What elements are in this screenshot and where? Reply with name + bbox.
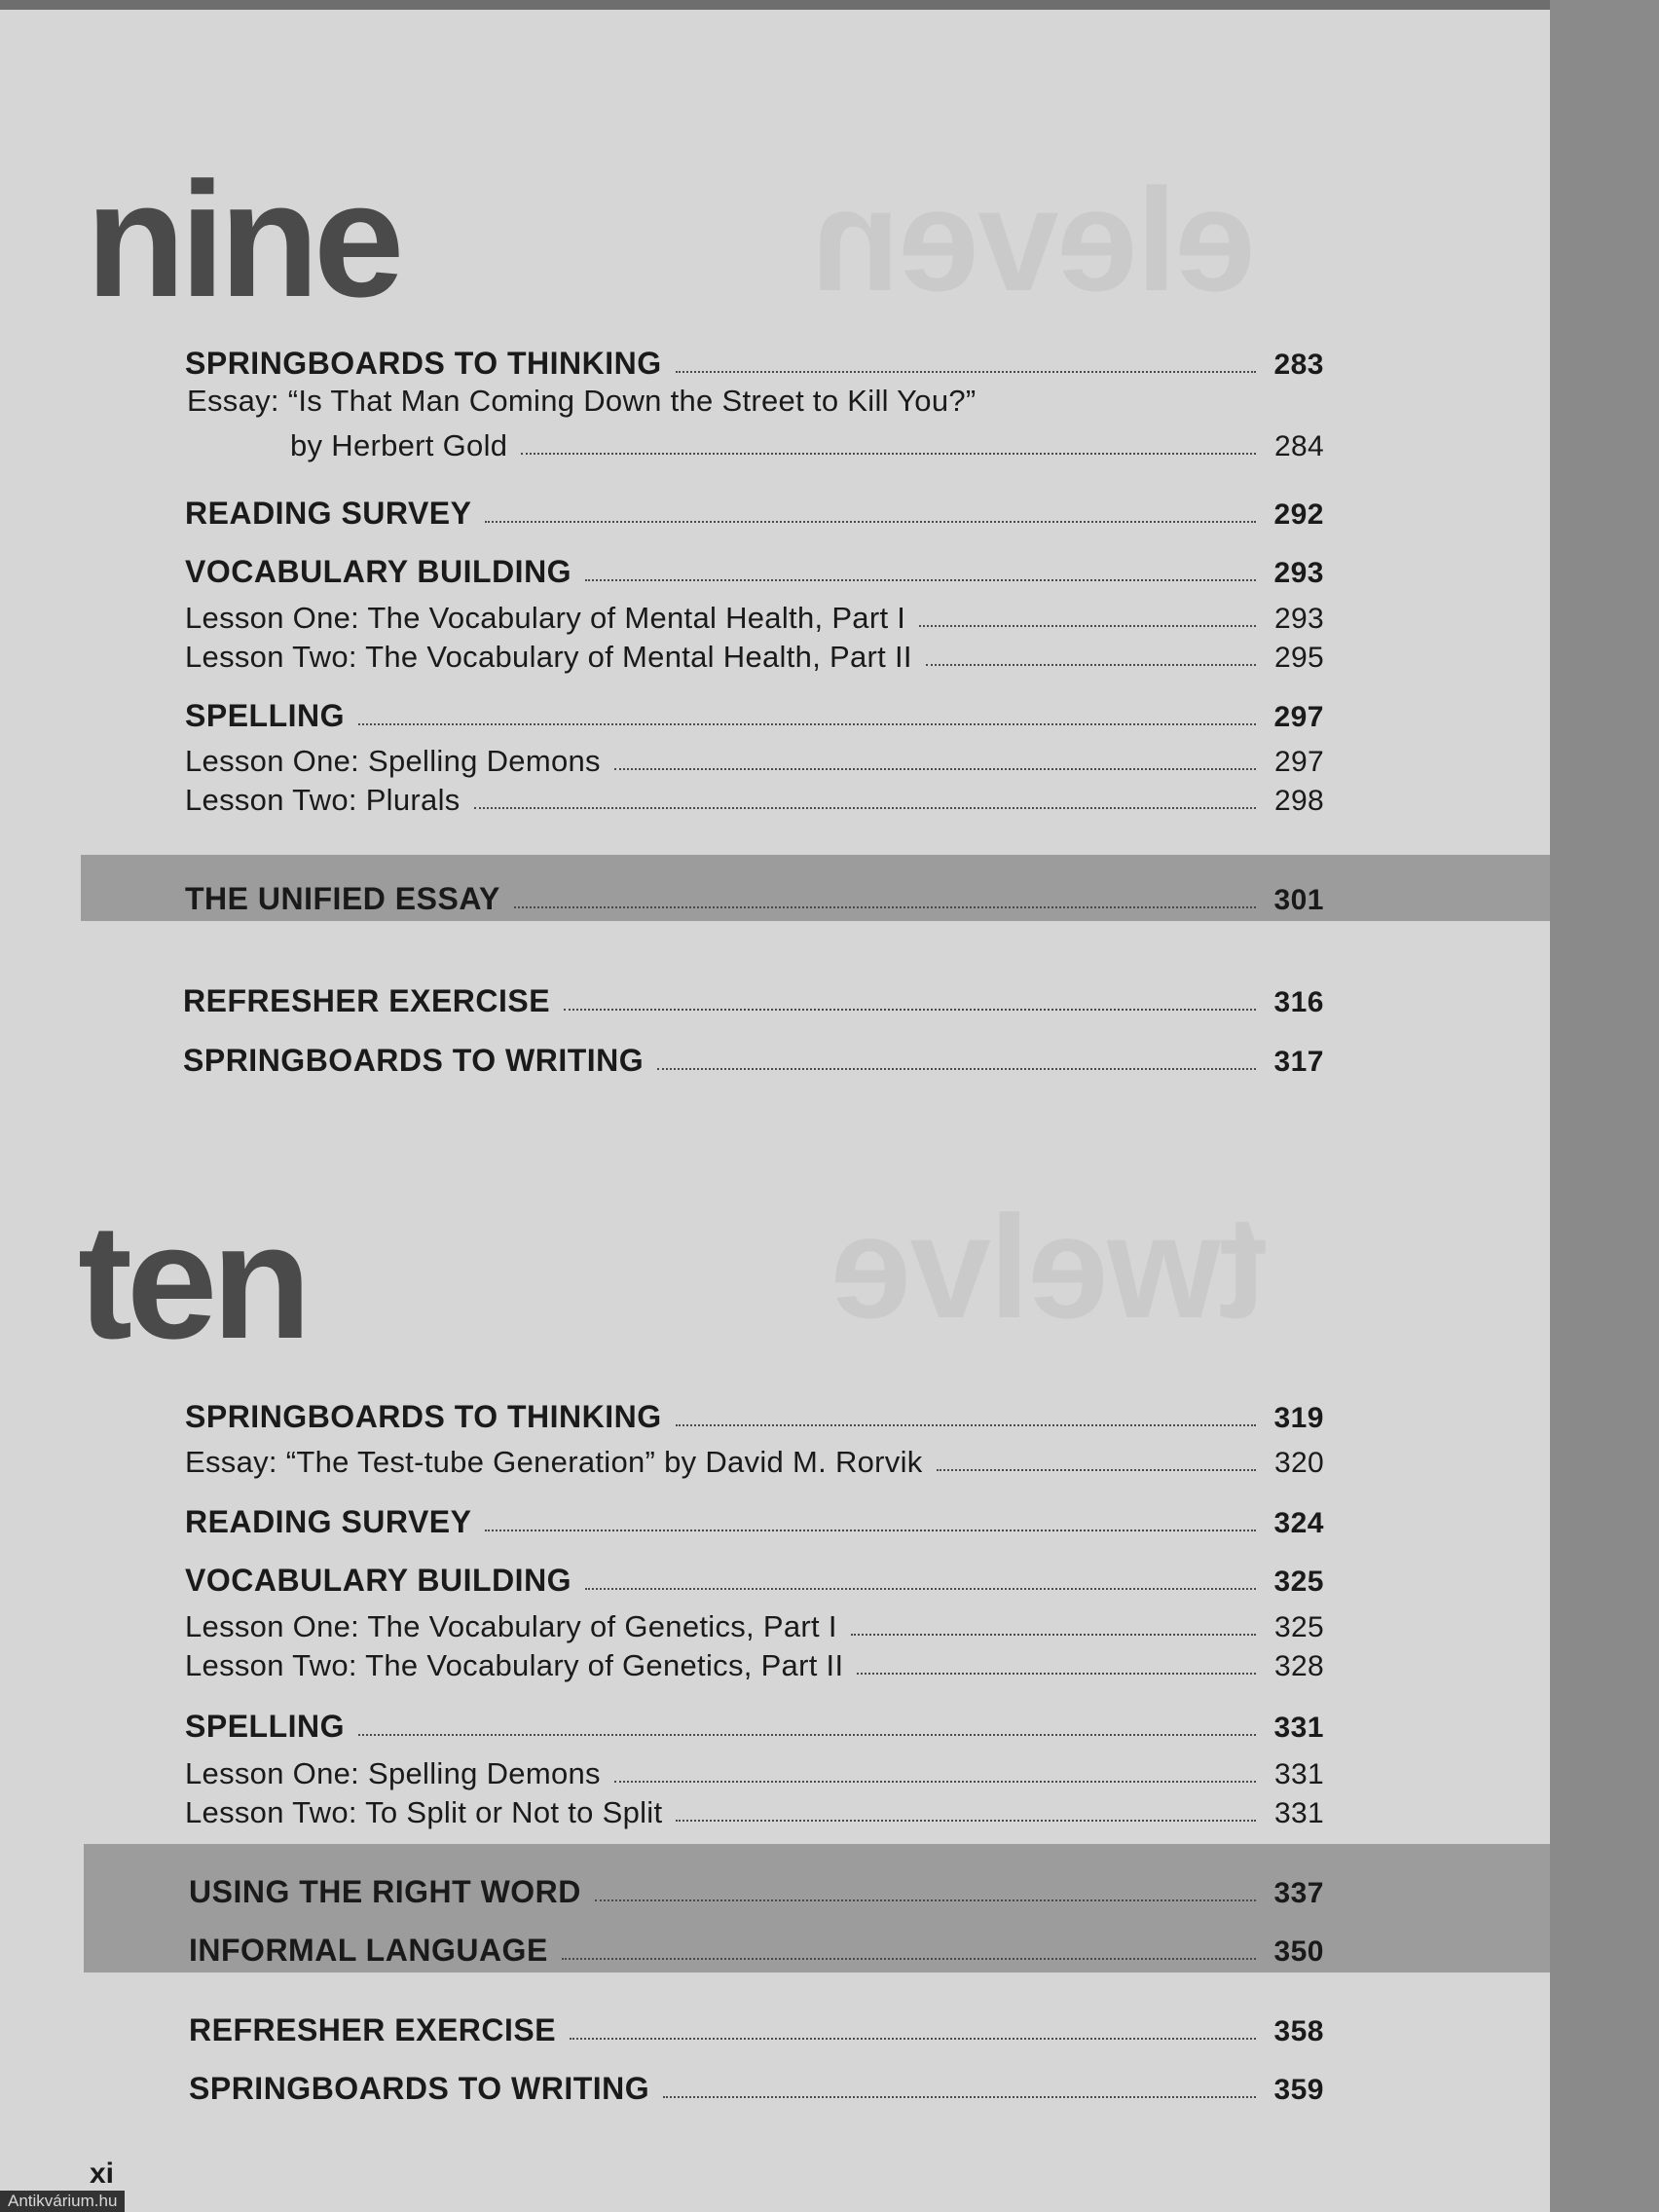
toc-entry-title: USING THE RIGHT WORD — [189, 1874, 581, 1909]
toc-entry — [185, 547, 1324, 590]
toc-page-number: 320 — [1274, 1447, 1324, 1479]
dot-leader — [562, 1958, 1256, 1960]
dot-leader — [585, 579, 1256, 581]
dot-leader — [521, 453, 1256, 455]
toc-page-number: 325 — [1273, 1566, 1324, 1598]
dot-leader — [663, 2096, 1256, 2098]
toc-entry-title: THE UNIFIED ESSAY — [185, 881, 500, 916]
toc-entry-title: SPRINGBOARDS TO THINKING — [185, 1399, 662, 1434]
toc-entry-title: READING SURVEY — [185, 496, 472, 531]
toc-page-number: 331 — [1274, 1758, 1324, 1790]
toc-entry — [189, 1867, 1324, 1910]
toc-entry — [185, 339, 1324, 382]
toc-page-number: 293 — [1273, 557, 1324, 589]
toc-entry-title: Lesson Two: To Split or Not to Split — [185, 1795, 663, 1829]
toc-page-number: 319 — [1273, 1402, 1324, 1434]
chapter-heading-nine: nine — [86, 148, 399, 331]
toc-page-number: 359 — [1273, 2074, 1324, 2106]
toc-entry — [185, 691, 1324, 734]
toc-entry-title: VOCABULARY BUILDING — [185, 554, 572, 589]
book-page — [0, 10, 1550, 2212]
toc-entry — [185, 1556, 1324, 1599]
toc-entry-title: SPRINGBOARDS TO THINKING — [185, 346, 662, 381]
toc-entry-title: VOCABULARY BUILDING — [185, 1563, 572, 1598]
toc-page-number: 331 — [1273, 1712, 1324, 1744]
dot-leader — [485, 521, 1256, 523]
toc-page-number: 358 — [1273, 2015, 1324, 2047]
show-through-word: eleven — [813, 158, 1256, 321]
toc-entry-title: Lesson Two: Plurals — [185, 783, 461, 817]
dot-leader — [474, 807, 1256, 809]
toc-entry — [185, 1497, 1324, 1540]
toc-page-number: 316 — [1273, 986, 1324, 1018]
dot-leader — [614, 768, 1256, 770]
dot-leader — [485, 1530, 1256, 1531]
dot-leader — [585, 1588, 1256, 1590]
dot-leader — [514, 906, 1256, 908]
dot-leader — [358, 723, 1256, 725]
toc-page-number: 297 — [1274, 746, 1324, 778]
next-page-edge — [1550, 0, 1659, 2212]
toc-page-number: 292 — [1273, 498, 1324, 531]
toc-entry — [189, 2006, 1324, 2048]
toc-page-number: 328 — [1274, 1650, 1324, 1682]
toc-page-number: 284 — [1274, 430, 1324, 462]
toc-page-number: 293 — [1274, 603, 1324, 635]
toc-entry-title: Lesson One: Spelling Demons — [185, 1756, 601, 1790]
toc-entry-title: INFORMAL LANGUAGE — [189, 1933, 548, 1968]
toc-entry — [185, 1788, 1324, 1830]
toc-entry — [189, 1926, 1324, 1969]
dot-leader — [676, 1424, 1256, 1426]
toc-entry-title: Lesson One: Spelling Demons — [185, 744, 601, 778]
toc-entry — [290, 421, 1324, 463]
dot-leader — [657, 1068, 1256, 1070]
toc-entry — [189, 2064, 1324, 2107]
dot-leader — [926, 664, 1256, 666]
dot-leader — [676, 1820, 1256, 1822]
toc-page-number: 283 — [1273, 349, 1324, 381]
toc-entry — [185, 1749, 1324, 1791]
toc-page-number: 337 — [1273, 1877, 1324, 1909]
toc-page-number: 350 — [1273, 1936, 1324, 1968]
toc-entry — [185, 775, 1324, 818]
toc-entry — [183, 977, 1324, 1019]
toc-entry — [185, 1392, 1324, 1435]
toc-entry-title: by Herbert Gold — [290, 428, 508, 462]
toc-entry-title: Essay: “The Test-tube Generation” by David M. Rorvik — [185, 1445, 923, 1479]
toc-page-number: 324 — [1273, 1507, 1324, 1539]
toc-entry-title: Lesson One: The Vocabulary of Genetics, Part I — [185, 1609, 837, 1643]
toc-entry-title: SPRINGBOARDS TO WRITING — [183, 1043, 645, 1078]
toc-entry-title: Lesson Two: The Vocabulary of Genetics, Part II — [185, 1648, 844, 1682]
toc-entry-title: SPELLING — [185, 698, 346, 733]
toc-entry-title: SPELLING — [185, 1709, 346, 1744]
toc-page-number: 317 — [1273, 1046, 1324, 1078]
page-folio: xi — [90, 2157, 115, 2190]
dot-leader — [595, 1899, 1256, 1901]
toc-entry — [185, 632, 1324, 675]
toc-entry-title: Lesson Two: The Vocabulary of Mental Health, Part II — [185, 640, 912, 674]
toc-entry-title: REFRESHER EXERCISE — [183, 983, 551, 1018]
dot-leader — [676, 371, 1256, 373]
toc-page-number: 298 — [1274, 785, 1324, 817]
dot-leader — [851, 1634, 1256, 1636]
show-through-word: twelve — [832, 1185, 1268, 1348]
toc-entry-title: READING SURVEY — [185, 1504, 472, 1539]
toc-entry — [185, 1437, 1324, 1480]
toc-entry-title: Lesson One: The Vocabulary of Mental Health, Part I — [185, 601, 906, 635]
toc-page-number: 325 — [1274, 1611, 1324, 1643]
toc-entry — [185, 874, 1324, 917]
toc-entry — [185, 1602, 1324, 1644]
toc-entry — [183, 1036, 1324, 1079]
toc-entry — [185, 593, 1324, 636]
toc-page-number: 301 — [1273, 884, 1324, 916]
dot-leader — [570, 2038, 1256, 2040]
dot-leader — [564, 1009, 1256, 1011]
dot-leader — [614, 1781, 1256, 1783]
dot-leader — [857, 1673, 1256, 1675]
toc-entry-title: REFRESHER EXERCISE — [189, 2012, 557, 2047]
chapter-heading-ten: ten — [78, 1190, 306, 1373]
watermark: Antikvárium.hu — [0, 2191, 125, 2212]
dot-leader — [358, 1734, 1256, 1736]
toc-entry — [185, 489, 1324, 532]
toc-entry — [185, 1702, 1324, 1745]
dot-leader — [937, 1469, 1256, 1471]
toc-entry-title: SPRINGBOARDS TO WRITING — [189, 2071, 650, 2106]
toc-entry — [185, 736, 1324, 779]
dot-leader — [919, 625, 1256, 627]
toc-entry-title: Essay: “Is That Man Coming Down the Street to Kill You?” — [187, 384, 977, 418]
toc-entry — [185, 1641, 1324, 1683]
toc-page-number: 331 — [1274, 1797, 1324, 1829]
toc-page-number: 295 — [1274, 642, 1324, 674]
toc-page-number: 297 — [1273, 701, 1324, 733]
